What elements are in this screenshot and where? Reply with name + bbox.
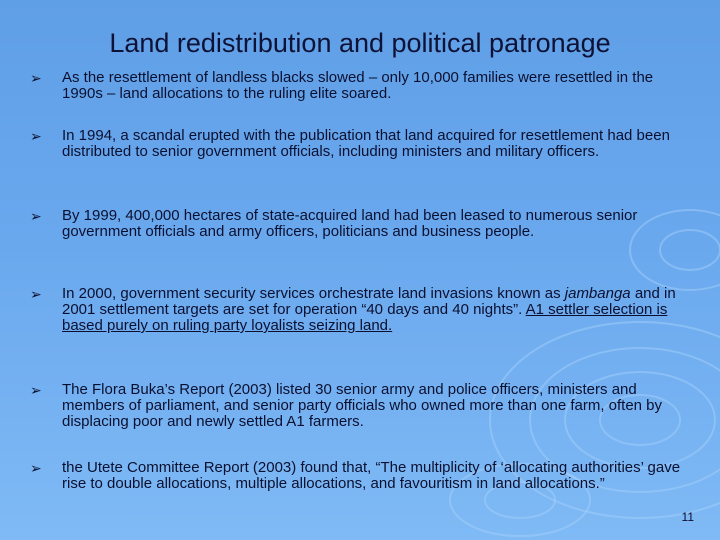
bullet-text-part: and in 2001 settlement targets are set for operation “40 days and 40 nights”. (62, 285, 676, 318)
bullet-text-part: In 2000, government security services orchestrate land invasions known as (62, 285, 565, 302)
arrow-bullet-icon: ➢ (30, 70, 42, 86)
bullet-text: The Flora Buka’s Report (2003) listed 30 senior army and police officers, ministers and members of parliament, and senior party officials who owned more than one farm, often by displacing poor and newly settled A1 farmers. (62, 381, 663, 430)
slide-title: Land redistribution and political patronage (109, 28, 611, 58)
arrow-bullet-icon: ➢ (30, 382, 42, 398)
bullet-text: By 1999, 400,000 hectares of state-acquired land had been leased to numerous senior government officials and army officers, politicians and business people. (62, 207, 638, 240)
page-number: 11 (681, 510, 694, 524)
bullet-text: As the resettlement of landless blacks slowed – only 10,000 families were resettled in the 1990s – land allocations to the ruling elite soared. (62, 69, 654, 102)
bullet-text (62, 286, 690, 334)
bullet-text: In 1994, a scandal erupted with the publication that land acquired for resettlement had been distributed to senior government officials, including ministers and military officers. (62, 127, 670, 160)
bullet-text-underlined: A1 settler selection is based purely on ruling party loyalists seizing land. (62, 301, 668, 334)
arrow-bullet-icon: ➢ (30, 128, 42, 144)
bullet-text: the Utete Committee Report (2003) found that, “The multiplicity of ‘allocating authorities’ gave rise to double allocations, multiple allocations, and favouritism in land allocations.” (62, 459, 681, 492)
arrow-bullet-icon: ➢ (30, 286, 42, 302)
arrow-bullet-icon: ➢ (30, 460, 42, 476)
bullet-text-italic: jambanga (564, 285, 631, 302)
arrow-bullet-icon: ➢ (30, 208, 42, 224)
